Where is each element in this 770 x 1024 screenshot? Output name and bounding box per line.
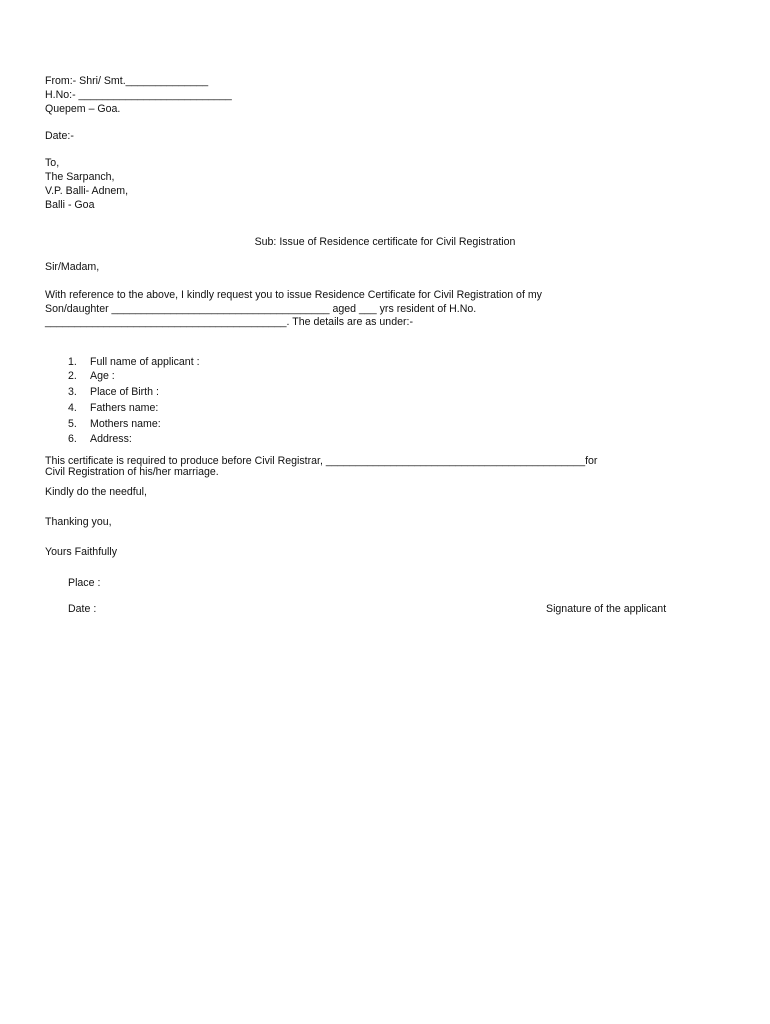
requirement-line-2: Civil Registration of his/her marriage. [45,466,219,478]
date-line: Date:- [45,130,74,142]
list-number: 3. [68,386,77,398]
list-label: Full name of applicant : [90,356,200,368]
list-number: 6. [68,433,77,445]
hno-line: H.No:- __________________________ [45,89,232,101]
list-label: Address: [90,433,132,445]
subject-line: Sub: Issue of Residence certificate for Civil Registration [254,236,516,248]
faithfully-line: Yours Faithfully [45,546,118,558]
thanks-line: Thanking you, [45,516,112,528]
list-item [68,356,200,369]
office-line: V.P. Balli- Adnem, [45,185,129,197]
list-label: Age : [90,370,115,382]
list-number: 4. [68,402,77,414]
list-number: 5. [68,418,77,430]
place-field: Place : [68,577,101,589]
sender-place-line: Quepem – Goa. [45,103,121,115]
list-label: Mothers name: [90,418,161,430]
body-line-1: With reference to the above, I kindly request you to issue Residence Certificate for Civil Registration of my [45,289,542,301]
list-item [68,386,159,399]
list-number: 1. [68,356,77,368]
recipient-line: The Sarpanch, [45,171,115,183]
salutation: Sir/Madam, [45,261,100,273]
from-line: From:- Shri/ Smt.______________ [45,75,209,87]
recipient-location-line: Balli - Goa [45,199,95,211]
list-number: 2. [68,370,77,382]
list-label: Fathers name: [90,402,159,414]
date-field: Date : [68,603,97,615]
list-item [68,433,132,446]
list-item [68,402,158,415]
needful-line: Kindly do the needful, [45,486,147,498]
body-line-2: Son/daughter _____________________________________ aged ___ yrs resident of H.No. [45,303,477,315]
body-line-3: _________________________________________. The details are as under:- [45,316,413,328]
to-line: To, [45,157,60,169]
list-label: Place of Birth : [90,386,159,398]
signature-label: Signature of the applicant [546,603,667,615]
list-item [68,418,161,431]
requirement-line-1: This certificate is required to produce before Civil Registrar, ____________________________________________for [45,455,598,467]
list-item [68,370,115,383]
